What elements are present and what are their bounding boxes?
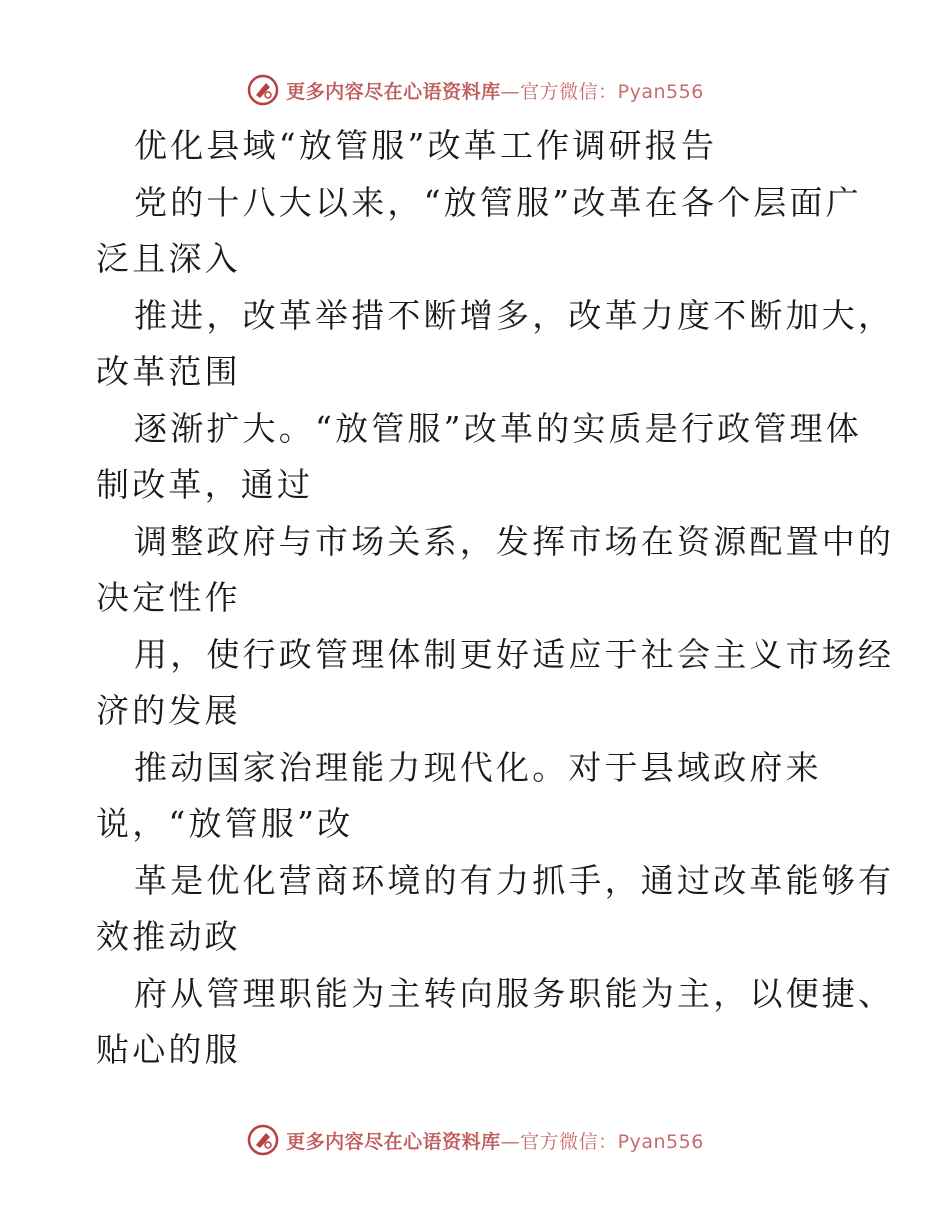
paragraph-line: 制改革，通过	[96, 465, 314, 504]
header-watermark	[0, 70, 950, 110]
paragraph-line: 改革范围	[96, 352, 241, 391]
paragraph-line: 革是优化营商环境的有力抓手，通过改革能够有	[134, 860, 895, 900]
paragraph-line: 推进，改革举措不断增多，改革力度不断加大，	[134, 295, 895, 335]
footer-watermark	[0, 1120, 950, 1160]
paragraph-line: 逐渐扩大。“放管服”改革的实质是行政管理体	[134, 408, 862, 448]
paragraph-line: 调整政府与市场关系，发挥市场在资源配置中的	[134, 521, 895, 561]
document-body	[96, 118, 895, 1079]
watermark-text: 更多内容尽在心语资料库—官方微信：Pyan556	[286, 80, 704, 103]
watermark-text: 更多内容尽在心语资料库—官方微信：Pyan556	[286, 1130, 704, 1153]
paragraph-line: 济的发展	[96, 691, 241, 730]
paragraph-line: 府从管理职能为主转向服务职能为主，以便捷、	[134, 973, 895, 1013]
paragraph-line: 用，使行政管理体制更好适应于社会主义市场经	[134, 634, 895, 674]
document-title: 优化县域“放管服”改革工作调研报告	[134, 126, 718, 165]
paragraph-line: 党的十八大以来，“放管服”改革在各个层面广	[134, 182, 862, 222]
paragraph-line: 决定性作	[96, 578, 241, 617]
paragraph-line: 推动国家治理能力现代化。对于县域政府来	[134, 747, 822, 787]
pen-heart-logo-icon	[246, 1123, 280, 1157]
pen-heart-logo-icon	[246, 73, 280, 107]
paragraph-line: 泛且深入	[96, 239, 241, 278]
paragraph-line: 效推动政	[96, 917, 241, 956]
paragraph-line: 贴心的服	[96, 1030, 241, 1069]
paragraph-line: 说，“放管服”改	[96, 804, 354, 843]
